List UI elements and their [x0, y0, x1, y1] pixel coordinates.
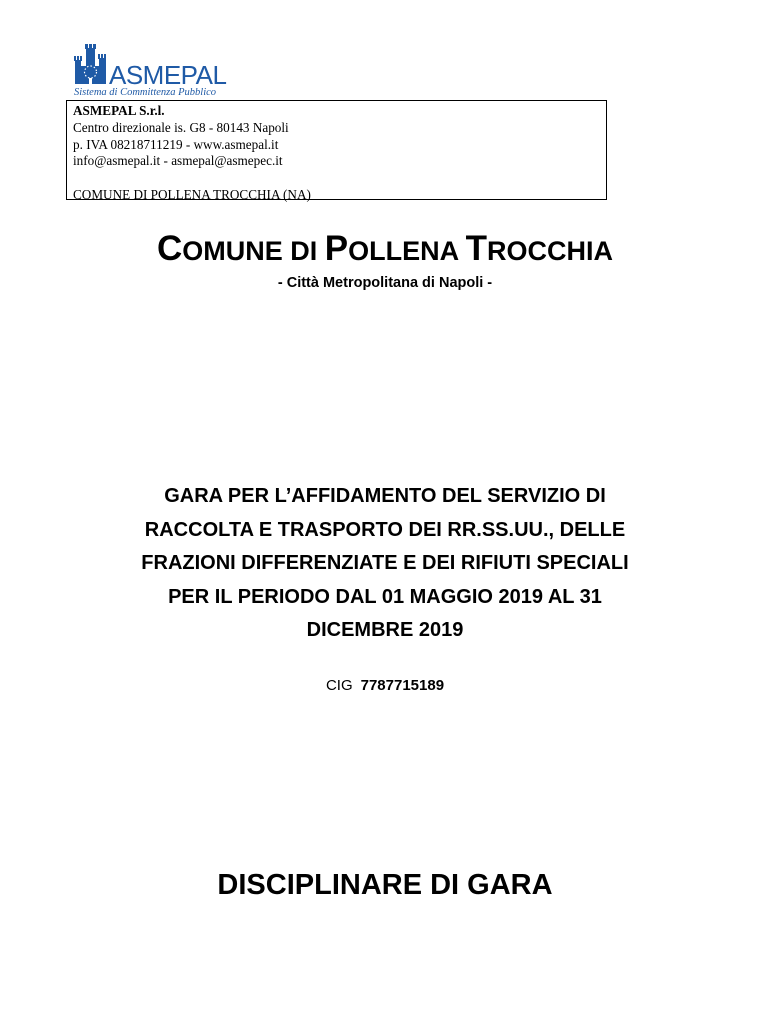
castle-icon [72, 42, 112, 86]
title-part: OMUNE DI [182, 236, 325, 266]
company-vat-website: p. IVA 08218711219 - www.asmepal.it [73, 136, 279, 152]
page-title [0, 227, 770, 273]
company-name: ASMEPAL S.r.l. [73, 103, 165, 118]
logo-tagline: Sistema di Committenza Pubblico [74, 87, 217, 98]
logo-name: ASMEPAL [109, 60, 227, 90]
company-emails: info@asmepal.it - asmepal@asmepec.it [73, 153, 283, 169]
spacer [73, 170, 600, 187]
title-part: T [465, 229, 488, 268]
tender-object [95, 480, 675, 648]
cig-line [0, 676, 770, 696]
asmepal-logo [72, 42, 272, 100]
document-type-heading: DISCIPLINARE DI GARA [217, 869, 553, 901]
title-part: C [156, 229, 183, 268]
tender-object-line: DICEMBRE 2019 [306, 619, 464, 641]
title-part: P [324, 229, 349, 268]
cig-code: 7787715189 [360, 677, 445, 694]
cig-label: CIG [325, 677, 353, 694]
tender-object-line: GARA PER L’AFFIDAMENTO DEL SERVIZIO DI [164, 485, 606, 507]
tender-object-line: PER IL PERIODO DAL 01 MAGGIO 2019 AL 31 [168, 585, 602, 608]
tender-object-line: RACCOLTA E TRASPORTO DEI RR.SS.UU., DELLE [144, 518, 626, 541]
title-part: OLLENA [348, 236, 466, 266]
contractor-info-box [66, 100, 607, 200]
tender-object-line: FRAZIONI DIFFERENZIATE E DEI RIFIUTI SPECIALI [141, 552, 629, 574]
company-address: Centro direzionale is. G8 - 80143 Napoli [73, 119, 289, 135]
page-subtitle: - Città Metropolitana di Napoli - [277, 275, 493, 291]
title-part: ROCCHIA [487, 236, 614, 266]
municipality-line: COMUNE DI POLLENA TROCCHIA (NA) [73, 186, 311, 202]
